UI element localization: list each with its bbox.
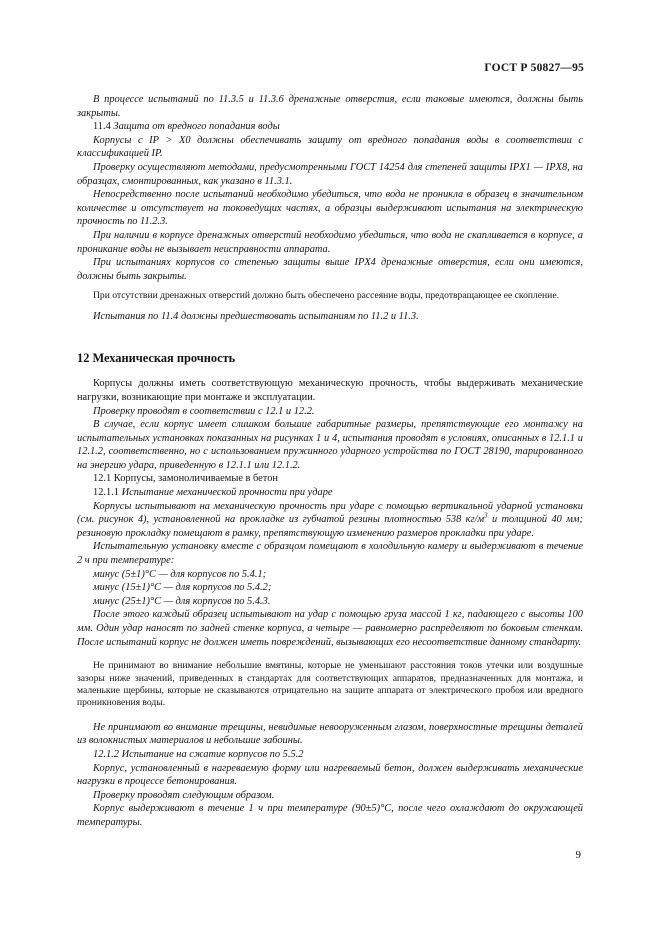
paragraph-concreting: Корпус, установленный в нагреваемую форму или нагреваемый бетон, должен выдерживать механические нагрузки в процессе бетонирования. [77, 762, 583, 788]
paragraph-drainage-holes: При наличии в корпусе дренажных отверстий необходимо убедиться, что вода не скапливается в корпусе, а проникание воды не вызывает неисправности аппарата. [77, 229, 583, 255]
paragraph-check-12: Проверку проводят в соответствии с 12.1 и 12.2. [93, 405, 315, 417]
note-water-dispersion: При отсутствии дренажных отверстий должно быть обеспечено рассеяние воды, предотвращающее ее скопление. [93, 290, 559, 302]
paragraph-cracks: Не принимают во внимание трещины, невидимые невооруженным глазом, поверхностные трещины деталей из волокнистых материалов и небольшие забоины. [77, 721, 583, 747]
paragraph-impact-test: Корпусы испытывают на механическую прочность при ударе с помощью вертикальной ударной установки (см. рисунок 4), установленной на прокладке из губчатой резины плотностью 538 $кг/м^3$ и толщиной 40 мм; резиновую прокладку помещают в рамку, препятствующую изменению размеров прокладки при ударе. [77, 500, 583, 539]
clause-title: Испытание механической прочности при ударе [121, 487, 333, 499]
paragraph-temperature-hold: Корпус выдерживают в течение 1 ч при температуре (90±5)°С, после чего охлаждают до окружающей температуры. [77, 803, 583, 828]
paragraph-after-test: Непосредственно после испытаний необходимо убедиться, что вода не проникла в образец в значительном количестве и отсутствует на токоведущих частях, а образцы выдерживают испытания на электрическую прочность по 11.2.3. [77, 189, 583, 228]
document-header: ГОСТ Р 50827—95 [484, 62, 584, 74]
clause-number: 11.4 [93, 121, 111, 133]
paragraph-impact-procedure: После этого каждый образец испытывают на удар с помощью груза массой 1 кг, падающего с высоты 100 мм. Один удар наносят по задней стенке корпуса, а четыре — равномерно распределяют по боковым стенкам. После испытаний корпус не должен иметь повреждений, вызывающих его несоответствие данному стандарту. [77, 609, 583, 648]
paragraph-test-methods: Проверку осуществляют методами, предусмотренными ГОСТ 14254 для степеней защиты IPX1 — IPX8, на образцах, смонтированных, как указано в 11.3.1. [77, 161, 583, 187]
note-dents: Не принимают во внимание небольшие вмятины, которые не уменьшают расстояния токов утечки или воздушные зазоры ниже значений, приведенных в стандартах для соответствующих аппаратов, предназначенных для монтажа, и маленькие щербины, которые не сказываются отрицательно на защите аппарата от электрического пробоя или вредного проникновения воды. [77, 660, 583, 709]
clause-12-1-2: 12.1.2 Испытание на сжатие корпусов по 5.5.2 [93, 749, 304, 760]
paragraph-mechanical-strength: Корпусы должны иметь соответствующую механическую прочность, чтобы выдерживать механические нагрузки, возникающие при монтаже и эксплуатации. [77, 378, 583, 403]
temperature-item: минус (25±1)°С — для корпусов по 5.4.3. [93, 595, 271, 607]
paragraph-cold-chamber: Испытательную установку вместе с образцом помещают в холодильную камеру и выдерживают в течение 2 ч при температуре: [77, 541, 583, 567]
clause-12-1-1 [77, 486, 583, 500]
paragraph-check-procedure: Проверку проводят следующим образом. [93, 789, 275, 801]
paragraph-ip-protection: Корпусы с IP > X0 должны обеспечивать защиту от вредного попадания воды в соответствии с классификацией IP. [77, 134, 583, 160]
paragraph-large-enclosures: В случае, если корпус имеет слишком большие габаритные размеры, препятствующие его монтажу на испытательных установках показанных на рисунках 1 и 4, испытания проводят в условиях, описанных в 12.1.1 и 12.1.2, соответственно, но с использованием пружинного ударного устройства по ГОСТ 28190, тарированного на энергию удара, приведенную в 12.1.1 или 12.1.2. [77, 419, 583, 471]
page-number: 9 [575, 849, 581, 861]
clause-number: 12.1.1 [93, 487, 119, 499]
page-body [77, 93, 583, 830]
clause-11-4-title [77, 120, 583, 134]
paragraph-ipx4: При испытаниях корпусов со степенью защиты выше IPX4 дренажные отверстия, если они имеются, должны быть закрыты. [77, 257, 583, 282]
clause-12-1: 12.1 Корпусы, замоноличиваемые в бетон [93, 473, 278, 485]
clause-title: Защита от вредного попадания воды [113, 121, 280, 133]
temperature-item: минус (5±1)°С — для корпусов по 5.4.1; [93, 568, 267, 580]
paragraph-test-order: Испытания по 11.4 должны предшествовать испытаниям по 11.2 и 11.3. [93, 310, 419, 322]
temperature-item: минус (15±1)°С — для корпусов по 5.4.2; [93, 582, 272, 594]
paragraph-drainage-closed: В процессе испытаний по 11.3.5 и 11.3.6 дренажные отверстия, если таковые имеются, должны быть закрыты. [77, 94, 583, 119]
section-heading-12: 12 Механическая прочность [77, 351, 236, 366]
